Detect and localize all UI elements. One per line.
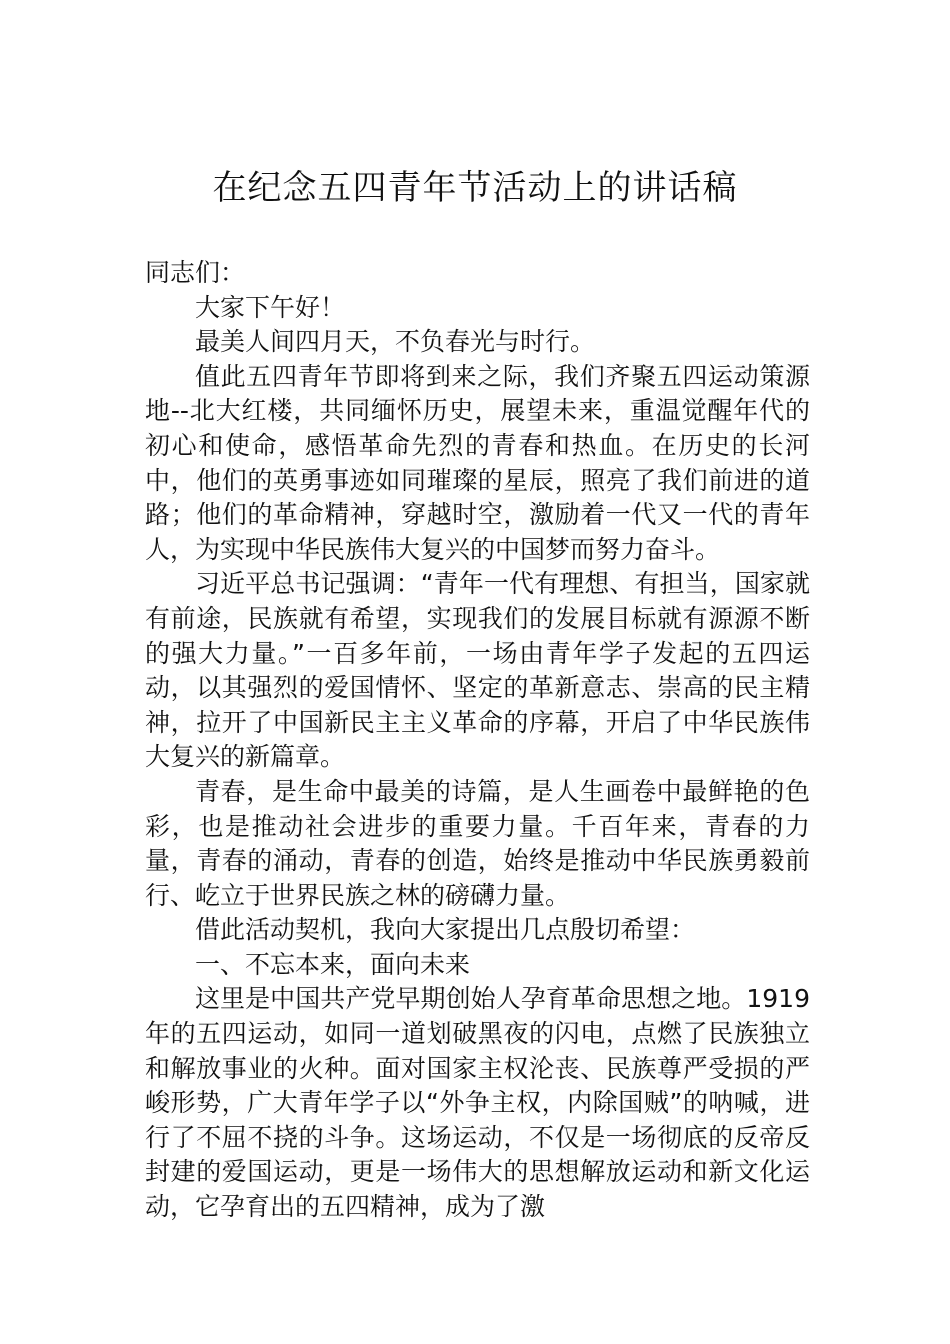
document-title: 在纪念五四青年节活动上的讲话稿	[212, 168, 738, 208]
paragraph-hopes-intro: 借此活动契机，我向大家提出几点殷切希望：	[195, 915, 696, 945]
section-heading-1: 一、不忘本来，面向未来	[195, 949, 471, 979]
paragraph-quote: 习近平总书记强调：“青年一代有理想、有担当，国家就有前途，民族就有希望，实现我们的发展目标就有源源不断的强大力量。”一百多年前，一场由青年学子发起的五四运动，以其强烈的爱国情怀、坚定的革新意志、崇高的民主精神，拉开了中国新民主主义革命的序幕，开启了中华民族伟大复兴的新篇章。	[145, 569, 810, 772]
paragraph-history: 这里是中国共产党早期创始人孕育革命思想之地。1919年的五四运动，如同一道划破黑夜的闪电，点燃了民族独立和解放事业的火种。面对国家主权沦丧、民族尊严受损的严峻形势，广大青年学子以“外争主权，内除国贼”的呐喊，进行了不屈不挠的斗争。这场运动，不仅是一场彻底的反帝反封建的爱国运动，更是一场伟大的思想解放运动和新文化运动，它孕育出的五四精神，成为了激	[145, 984, 810, 1222]
paragraph-greeting: 大家下午好！	[195, 292, 346, 322]
paragraph-opening-line: 最美人间四月天，不负春光与时行。	[195, 327, 596, 357]
paragraph-youth: 青春，是生命中最美的诗篇，是人生画卷中最鲜艳的色彩，也是推动社会进步的重要力量。千百年来，青春的力量，青春的涌动，青春的创造，始终是推动中华民族勇毅前行、屹立于世界民族之林的磅礴力量。	[145, 776, 810, 910]
document-page	[145, 0, 810, 1344]
paragraph-occasion: 值此五四青年节即将到来之际，我们齐聚五四运动策源地--北大红楼，共同缅怀历史，展望未来，重温觉醒年代的初心和使命，感悟革命先烈的青春和热血。在历史的长河中，他们的英勇事迹如同璀璨的星辰，照亮了我们前进的道路；他们的革命精神，穿越时空，激励着一代又一代的青年人，为实现中华民族伟大复兴的中国梦而努力奋斗。	[145, 361, 810, 564]
salutation: 同志们：	[145, 258, 246, 287]
document-body	[145, 256, 810, 1225]
